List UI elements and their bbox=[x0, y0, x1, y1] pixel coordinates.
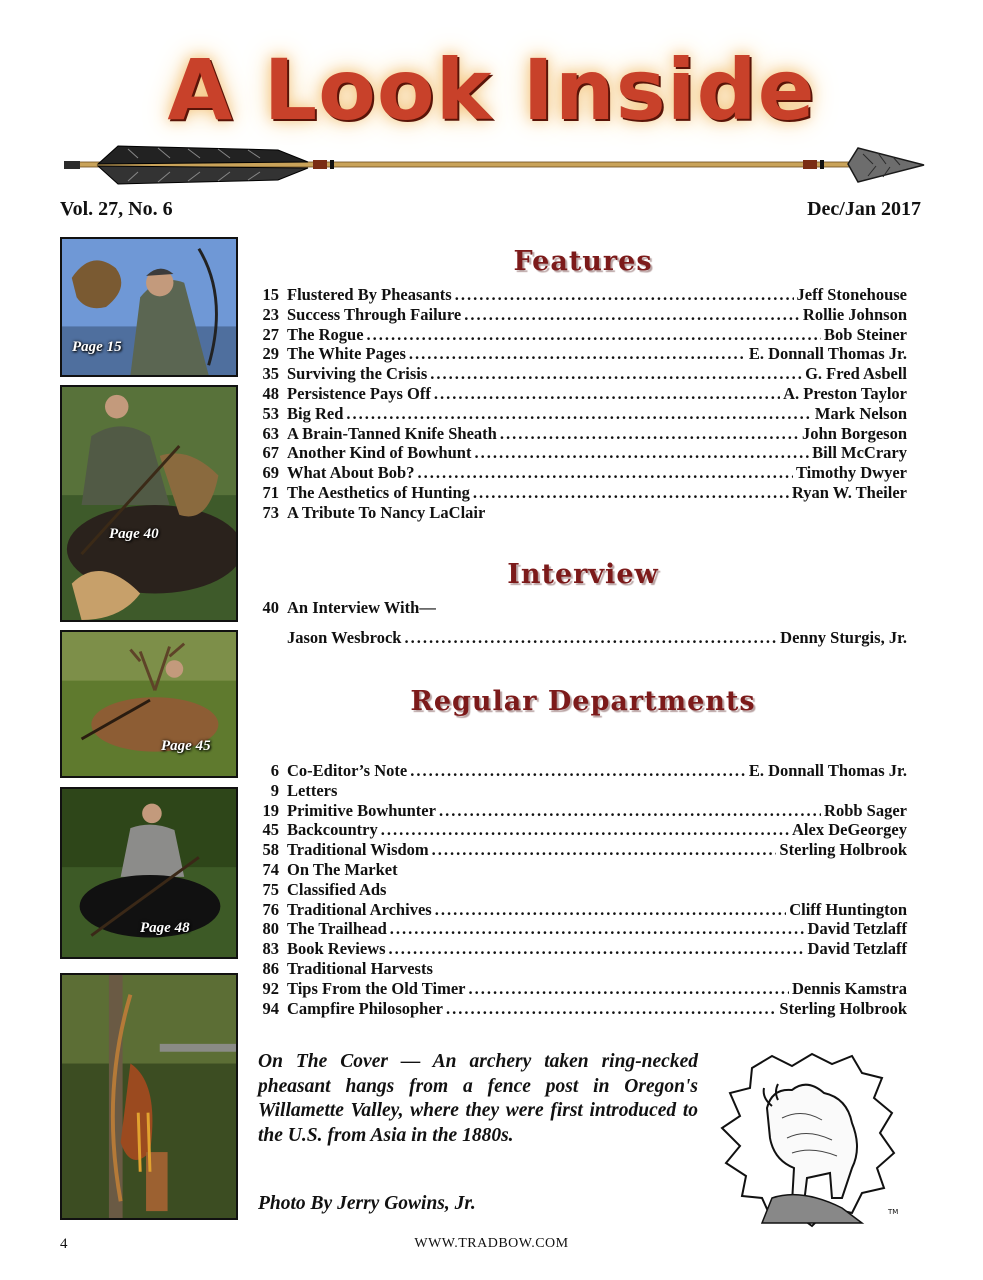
page-number: 4 bbox=[60, 1236, 68, 1252]
toc-row bbox=[255, 761, 907, 781]
toc-row bbox=[255, 443, 907, 463]
toc-title: Surviving the Crisis bbox=[287, 364, 428, 384]
toc-author: David Tetzlaff bbox=[807, 939, 907, 959]
toc-title: Traditional Wisdom bbox=[287, 840, 429, 860]
footer-url[interactable]: WWW.TRADBOW.COM bbox=[414, 1236, 569, 1251]
toc-author: John Borgeson bbox=[802, 423, 907, 443]
toc-row bbox=[255, 919, 907, 939]
toc-leader-dots bbox=[464, 305, 800, 325]
toc-leader-dots bbox=[500, 424, 799, 444]
toc-leader-dots bbox=[367, 325, 821, 345]
toc-title: The Trailhead bbox=[287, 919, 387, 939]
toc-leader-dots bbox=[446, 999, 776, 1019]
toc-title: Another Kind of Bowhunt bbox=[287, 443, 472, 463]
toc-row bbox=[255, 959, 907, 979]
toc-author: Sterling Holbrook bbox=[779, 998, 907, 1018]
toc-title: On The Market bbox=[287, 859, 398, 879]
toc-row bbox=[255, 781, 907, 801]
toc-leader-dots bbox=[390, 919, 805, 939]
interview-entry bbox=[255, 598, 907, 618]
toc-leader-dots bbox=[455, 285, 794, 305]
toc-author: Dennis Kamstra bbox=[791, 978, 907, 998]
toc-author: Alex DeGeorgey bbox=[792, 820, 907, 840]
toc-leader-dots bbox=[409, 344, 746, 364]
toc-row bbox=[255, 364, 907, 384]
departments-heading: Regular Departments bbox=[410, 686, 756, 717]
toc-title: A Brain-Tanned Knife Sheath bbox=[287, 423, 497, 443]
toc-title: Backcountry bbox=[287, 820, 378, 840]
toc-page-number: 94 bbox=[262, 998, 279, 1018]
toc-page-number: 83 bbox=[262, 939, 279, 959]
toc-page-number: 63 bbox=[262, 423, 279, 443]
toc-leader-dots bbox=[381, 820, 789, 840]
toc-leader-dots bbox=[439, 801, 821, 821]
toc-page-number: 27 bbox=[262, 324, 279, 344]
toc-page-number: 67 bbox=[262, 443, 279, 463]
features-list bbox=[255, 285, 907, 523]
toc-row bbox=[255, 999, 907, 1019]
toc-row bbox=[255, 325, 907, 345]
toc-row bbox=[255, 463, 907, 483]
toc-page-number: 92 bbox=[262, 978, 279, 998]
toc-page-number: 35 bbox=[262, 364, 279, 384]
toc-title: Jason Wesbrock bbox=[287, 628, 402, 647]
toc-leader-dots bbox=[432, 840, 777, 860]
departments-list bbox=[255, 761, 907, 1018]
toc-title: An Interview With— bbox=[287, 598, 436, 617]
photo-credit: Photo By Jerry Gowins, Jr. bbox=[258, 1193, 476, 1214]
toc-page-number: 45 bbox=[262, 820, 279, 840]
toc-author: E. Donnall Thomas Jr. bbox=[748, 344, 907, 364]
toc-page-number: 53 bbox=[262, 403, 279, 423]
cover-caption: On The Cover — An archery taken ring-necked pheasant hangs from a fence post in Oregon's Willamette Valley, where they were first introduced to the U.S. from Asia in the 1880s. bbox=[258, 1051, 698, 1146]
toc-page-number: 71 bbox=[262, 482, 279, 502]
interview-heading: Interview bbox=[507, 559, 659, 590]
toc-row bbox=[255, 305, 907, 325]
toc-page-number: 19 bbox=[262, 800, 279, 820]
toc-title: The Rogue bbox=[287, 324, 364, 344]
photo-label: Page 15 bbox=[72, 339, 122, 355]
toc-page-number: 58 bbox=[262, 840, 279, 860]
toc-title: Tips From the Old Timer bbox=[287, 978, 466, 998]
interview-subject-entry bbox=[255, 628, 907, 648]
toc-author: Cliff Huntington bbox=[789, 899, 907, 919]
toc-title: Success Through Failure bbox=[287, 304, 462, 324]
toc-row bbox=[255, 404, 907, 424]
toc-row bbox=[255, 880, 907, 900]
toc-row bbox=[255, 285, 907, 305]
features-heading: Features bbox=[513, 246, 653, 277]
photo-bear-hunter bbox=[60, 787, 238, 959]
toc-leader-dots bbox=[473, 483, 789, 503]
toc-title: A Tribute To Nancy LaClair bbox=[287, 502, 486, 522]
issue-date: Dec/Jan 2017 bbox=[807, 198, 921, 220]
toc-page-number: 73 bbox=[262, 502, 279, 522]
masthead-title: A Look Inside bbox=[167, 41, 816, 139]
toc-row bbox=[255, 424, 907, 444]
photo-cover-pheasant bbox=[60, 973, 238, 1220]
toc-title: Book Reviews bbox=[287, 939, 386, 959]
toc-author: Bill McCrary bbox=[812, 443, 907, 463]
toc-row bbox=[255, 384, 907, 404]
toc-page-number: 9 bbox=[270, 780, 279, 800]
toc-page-number: 75 bbox=[262, 879, 279, 899]
toc-title: Classified Ads bbox=[287, 879, 387, 899]
arrow-illustration bbox=[58, 140, 928, 190]
toc-leader-dots bbox=[404, 628, 777, 648]
toc-page-number: 29 bbox=[262, 344, 279, 364]
trademark-mark: TM bbox=[888, 1208, 899, 1216]
toc-author: G. Fred Asbell bbox=[805, 364, 907, 384]
interview-subject-row bbox=[255, 628, 907, 648]
toc-leader-dots bbox=[468, 979, 788, 999]
toc-row bbox=[255, 483, 907, 503]
toc-leader-dots bbox=[417, 463, 792, 483]
photo-label: Page 45 bbox=[161, 738, 211, 754]
photo-pheasant-hunter bbox=[60, 237, 238, 377]
toc-row bbox=[255, 503, 907, 523]
toc-title: The Aesthetics of Hunting bbox=[287, 482, 470, 502]
toc-page-number: 6 bbox=[270, 761, 279, 780]
toc-page-number: 15 bbox=[262, 285, 279, 304]
toc-row bbox=[255, 979, 907, 999]
issue-volume: Vol. 27, No. 6 bbox=[60, 198, 173, 220]
toc-row bbox=[255, 860, 907, 880]
toc-page-number: 48 bbox=[262, 383, 279, 403]
toc-title: The White Pages bbox=[287, 344, 406, 364]
toc-title: Co-Editor’s Note bbox=[287, 761, 408, 780]
photo-elk-hunter bbox=[60, 630, 238, 778]
interview-row bbox=[255, 598, 907, 618]
toc-row bbox=[255, 900, 907, 920]
toc-title: Flustered By Pheasants bbox=[287, 285, 452, 304]
toc-author: Timothy Dwyer bbox=[795, 463, 907, 483]
toc-leader-dots bbox=[435, 900, 786, 920]
toc-title: Big Red bbox=[287, 403, 344, 423]
toc-title: Traditional Archives bbox=[287, 899, 432, 919]
toc-title: Letters bbox=[287, 780, 338, 800]
toc-title: Campfire Philosopher bbox=[287, 998, 443, 1018]
toc-author: A. Preston Taylor bbox=[783, 383, 907, 403]
masthead bbox=[0, 40, 983, 140]
toc-title: Persistence Pays Off bbox=[287, 383, 431, 403]
toc-leader-dots bbox=[430, 364, 802, 384]
toc-page-number: 80 bbox=[262, 919, 279, 939]
mountain-goat-logo bbox=[712, 1048, 904, 1230]
toc-author: E. Donnall Thomas Jr. bbox=[748, 761, 907, 780]
toc-author: Bob Steiner bbox=[824, 324, 907, 344]
photo-label: Page 48 bbox=[140, 920, 190, 936]
toc-leader-dots bbox=[474, 443, 809, 463]
toc-page-number: 69 bbox=[262, 463, 279, 483]
toc-leader-dots bbox=[434, 384, 780, 404]
toc-author: Rollie Johnson bbox=[802, 304, 907, 324]
toc-page-number: 86 bbox=[262, 958, 279, 978]
toc-row bbox=[255, 840, 907, 860]
toc-leader-dots bbox=[389, 939, 805, 959]
toc-leader-dots bbox=[346, 404, 811, 424]
toc-row bbox=[255, 344, 907, 364]
toc-page-number: 23 bbox=[262, 304, 279, 324]
toc-title: Primitive Bowhunter bbox=[287, 800, 436, 820]
toc-author: David Tetzlaff bbox=[807, 919, 907, 939]
toc-author: Mark Nelson bbox=[814, 403, 907, 423]
photo-moose-hunter bbox=[60, 385, 238, 622]
toc-author: Ryan W. Theiler bbox=[791, 482, 907, 502]
toc-row bbox=[255, 801, 907, 821]
toc-author: Denny Sturgis, Jr. bbox=[780, 628, 907, 647]
toc-page-number: 76 bbox=[262, 899, 279, 919]
toc-author: Jeff Stonehouse bbox=[796, 285, 907, 304]
toc-page-number: 74 bbox=[262, 859, 279, 879]
photo-label: Page 40 bbox=[109, 526, 159, 542]
toc-row bbox=[255, 939, 907, 959]
toc-title: What About Bob? bbox=[287, 463, 415, 483]
toc-author: Sterling Holbrook bbox=[779, 840, 907, 860]
toc-row bbox=[255, 820, 907, 840]
toc-page-number: 40 bbox=[262, 598, 279, 617]
toc-author: Robb Sager bbox=[824, 800, 907, 820]
toc-leader-dots bbox=[410, 761, 746, 781]
toc-title: Traditional Harvests bbox=[287, 958, 433, 978]
